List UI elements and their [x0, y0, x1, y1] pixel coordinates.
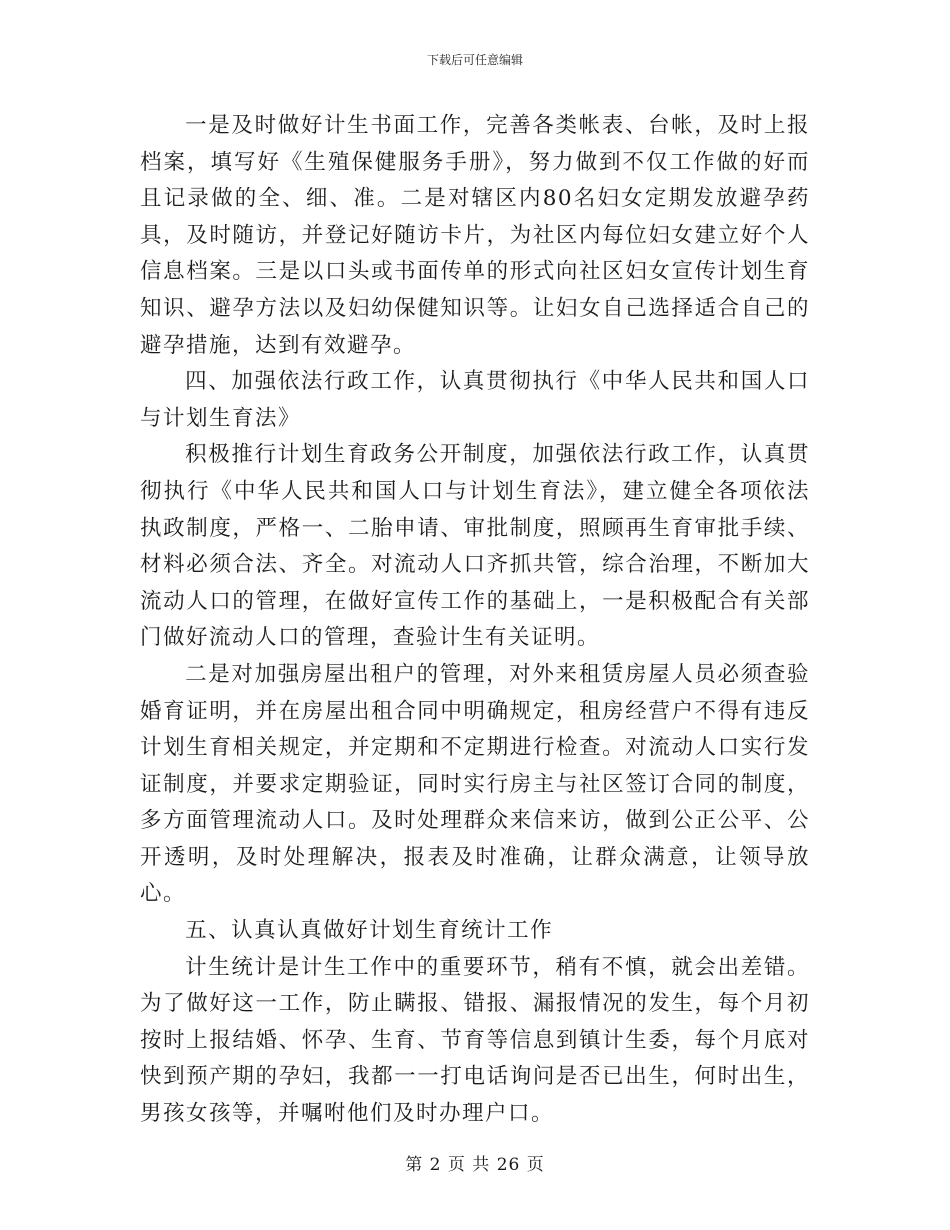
- paragraph-rental-management: 二是对加强房屋出租户的管理，对外来租赁房屋人员必须查验婚育证明，并在房屋出租合同中明确规定，租房经营户不得有违反计划生育相关规定，并定期和不定期进行检查。对流动人口实行发证制度，并要求定期验证，同时实行房主与社区签订合同的制度，多方面管理流动人口。及时处理群众来信来访，做到公正公平、公开透明，及时处理解决，报表及时准确，让群众满意，让领导放心。: [140, 661, 810, 907]
- paragraph-policy-disclosure: 积极推行计划生育政务公开制度，加强依法行政工作，认真贯彻执行《中华人民共和国人口与计划生育法》，建立健全各项依法执政制度，严格一、二胎申请、审批制度，照顾再生育审批手续、材料必须合法、齐全。对流动人口齐抓共管，综合治理，不断加大流动人口的管理，在做好宣传工作的基础上，一是积极配合有关部门做好流动人口的管理，查验计生有关证明。: [140, 442, 810, 651]
- section-heading-law-enforcement: 四、加强依法行政工作，认真贯彻执行《中华人民共和国人口与计划生育法》: [140, 369, 810, 431]
- document-body: [140, 108, 810, 1133]
- page-header: 下载后可任意编辑: [426, 53, 523, 67]
- paragraph-statistics-work: 计生统计是计生工作中的重要环节，稍有不慎，就会出差错。为了做好这一工作，防止瞒报、错报、漏报情况的发生，每个月初按时上报结婚、怀孕、生育、节育等信息到镇计生委，每个月底对快到预产期的孕妇，我都一一打电话询问是否已出生，何时出生，男孩女孩等，并嘱咐他们及时办理户口。: [140, 954, 810, 1127]
- section-heading-statistics: 五、认真认真做好计划生育统计工作: [185, 918, 554, 944]
- page-number: 第 2 页 共 26 页: [405, 1155, 545, 1175]
- paragraph-record-keeping: 一是及时做好计生书面工作，完善各类帐表、台帐，及时上报档案，填写好《生殖保健服务手册》，努力做到不仅工作做的好而且记录做的全、细、准。二是对辖区内80名妇女定期发放避孕药具，及时随访，并登记好随访卡片，为社区内每位妇女建立好个人信息档案。三是以口头或书面传单的形式向社区妇女宣传计划生育知识、避孕方法以及妇幼保健知识等。让妇女自己选择适合自己的避孕措施，达到有效避孕。: [140, 113, 810, 358]
